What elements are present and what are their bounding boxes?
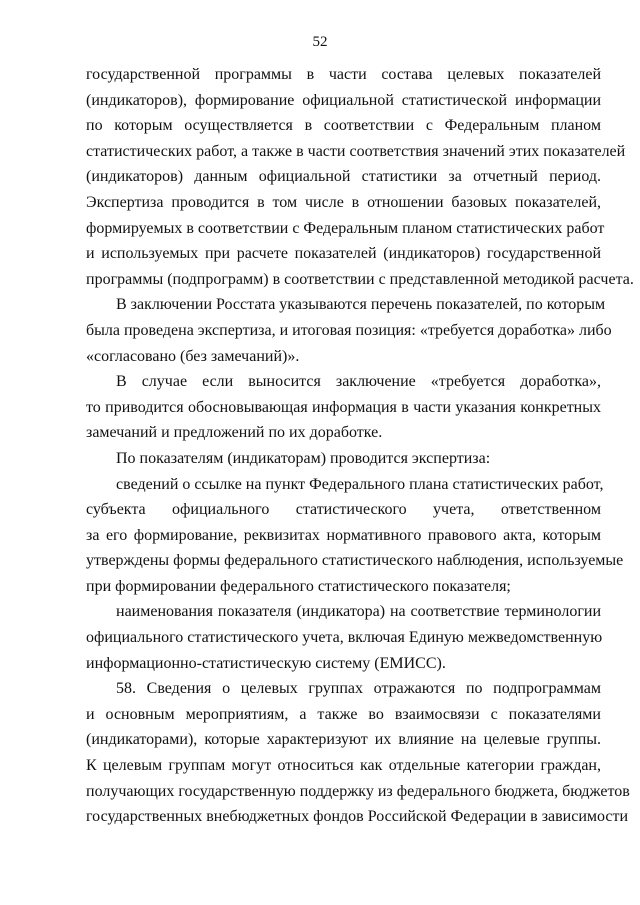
document-body: [86, 62, 634, 830]
text-line: то приводится обосновывающая информация в части указания конкретных: [86, 398, 601, 416]
text-line: наименования показателя (индикатора) на соответствие терминологии: [116, 603, 601, 621]
text-line: (индикаторами), которые характеризуют их влияние на целевые группы.: [86, 731, 601, 749]
text-line: официального статистического учета, включая Единую межведомственную: [86, 629, 603, 647]
text-line: государственной программы в части состава целевых показателей: [86, 66, 601, 83]
text-line: при формировании федерального статистического показателя;: [86, 577, 511, 595]
paragraph: [86, 369, 601, 446]
text-line: получающих государственную поддержку из федерального бюджета, бюджетов: [86, 782, 630, 800]
text-line: субъекта официального статистического учета, ответственном: [86, 501, 601, 519]
text-line: программы (подпрограмм) в соответствии с представленной методикой расчета.: [86, 270, 634, 288]
text-line: «согласовано (без замечаний)».: [86, 347, 300, 365]
text-line: (индикаторов) данным официальной статистики за отчетный период.: [86, 168, 601, 186]
text-line: по которым осуществляется в соответствии с Федеральным планом: [86, 117, 601, 135]
text-line: Экспертиза проводится в том числе в отношении базовых показателей,: [86, 193, 601, 211]
text-line: замечаний и предложений по их доработке.: [86, 424, 383, 442]
text-line: В заключении Росстата указываются перечень показателей, по которым: [116, 296, 606, 314]
paragraph: [86, 446, 601, 472]
paragraph: [86, 599, 601, 676]
text-line: была проведена экспертиза, и итоговая позиция: «требуется доработка» либо: [86, 321, 612, 339]
text-line: В случае если выносится заключение «требуется доработка»,: [116, 373, 601, 391]
page-number: 52: [312, 34, 328, 50]
text-line: информационно-статистическую систему (ЕМИСС).: [86, 654, 446, 672]
text-line: формируемых в соответствии с Федеральным планом статистических работ: [86, 219, 605, 237]
text-line: сведений о ссылке на пункт Федерального плана статистических работ,: [116, 475, 604, 493]
text-line: государственных внебюджетных фондов Российской Федерации в зависимости: [86, 808, 629, 826]
text-line: 58. Сведения о целевых группах отражаются по подпрограммам: [116, 680, 601, 698]
text-line: статистических работ, а также в части соответствия значений этих показателей: [86, 142, 626, 160]
text-line: К целевым группам могут относиться как отдельные категории граждан,: [86, 757, 601, 775]
paragraph: [86, 292, 612, 369]
text-line: и используемых при расчете показателей (индикаторов) государственной: [86, 245, 601, 263]
paragraph: [86, 676, 630, 830]
text-line: утверждены формы федерального статистического наблюдения, используемые: [86, 552, 624, 570]
paragraph: [86, 62, 634, 292]
text-line: и основным мероприятиям, а также во взаимосвязи с показателями: [86, 705, 601, 723]
text-line: за его формирование, реквизитах нормативного правового акта, которым: [86, 526, 601, 544]
text-line: По показателям (индикаторам) проводится экспертиза:: [116, 449, 491, 467]
text-line: (индикаторов), формирование официальной статистической информации: [86, 91, 601, 109]
paragraph: [86, 472, 624, 600]
